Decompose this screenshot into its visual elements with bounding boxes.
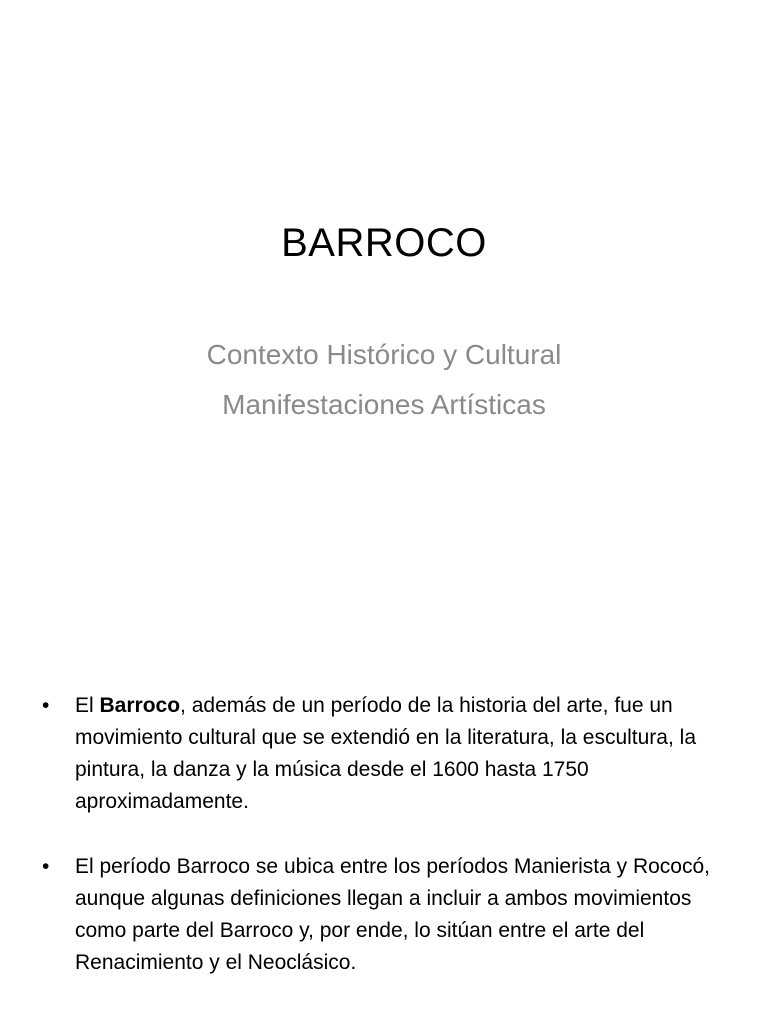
slide-title: BARROCO — [281, 221, 487, 265]
bullet-1-text: , además de un período de la historia del arte, fue un movimiento cultural que se extendió en la literatura, la escultura, la pintura, la danza y la música desde el 1600 hasta 1750 aproximadamente. — [75, 694, 696, 813]
bullet-item-1 — [40, 690, 730, 818]
subtitle-line-2: Manifestaciones Artísticas — [222, 389, 546, 420]
bullet-list — [40, 690, 730, 1012]
bullet-marker: • — [42, 855, 50, 878]
bullet-1-bold-term: Barroco — [99, 694, 181, 717]
subtitle-line-1: Contexto Histórico y Cultural — [206, 339, 562, 370]
bullet-item-2 — [40, 851, 730, 979]
bullet-marker: • — [42, 694, 50, 717]
bullet-2-text: El período Barroco se ubica entre los períodos Manierista y Rococó, aunque algunas definiciones llegan a incluir a ambos movimientos como parte del Barroco y, por ende, lo sitúan entre el arte del Renacimiento y el Neoclásico. — [75, 855, 710, 974]
bullet-1-prefix: El — [75, 694, 100, 717]
slide-subtitle — [0, 330, 768, 430]
